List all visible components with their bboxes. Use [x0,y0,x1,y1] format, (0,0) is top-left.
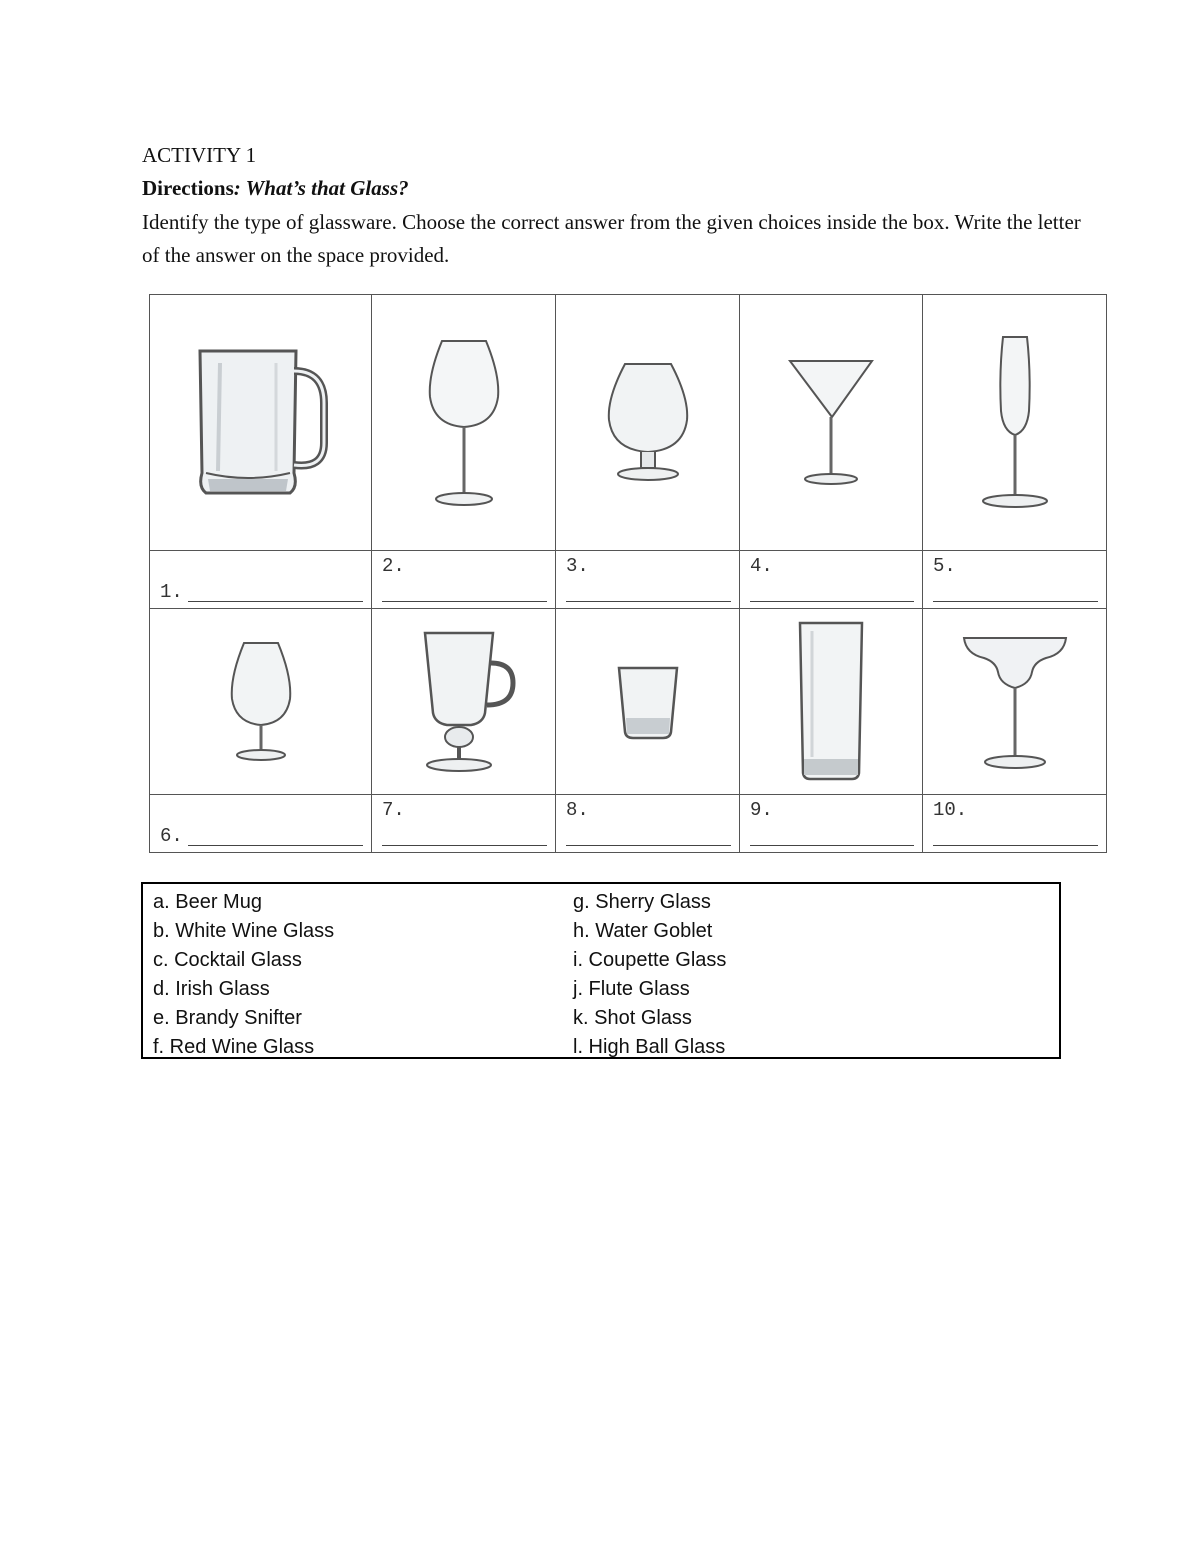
choice-item: d. Irish Glass [153,978,270,1000]
item-number: 3. [566,555,589,577]
answer-cell-4[interactable] [740,551,923,609]
choice-item: a. Beer Mug [153,891,262,913]
answer-line[interactable] [750,845,914,846]
instructions-text: Identify the type of glassware. Choose the correct answer from the given choices inside the box. Write the letter of the answer on the space provided. [142,210,1081,267]
choice-item: b. White Wine Glass [153,920,335,942]
glassware-table [149,294,1107,853]
choice-item: e. Brandy Snifter [153,1007,302,1029]
high-ball-glass-icon [796,619,866,784]
answer-line[interactable] [566,601,731,602]
item-number: 4. [750,555,773,577]
answer-cell-6[interactable] [150,795,372,853]
answer-cell-9[interactable] [740,795,923,853]
choice-item: i. Coupette Glass [573,949,727,971]
answer-cell-10[interactable] [923,795,1107,853]
answer-line[interactable] [933,845,1098,846]
choice-item: j. Flute Glass [573,978,690,1000]
flute-glass-icon [975,333,1055,513]
choice-item: g. Sherry Glass [573,891,711,913]
directions-label: Directions [142,176,234,200]
choice-item: c. Cocktail Glass [153,949,302,971]
item-number: 10. [933,799,968,821]
glass-cell-10 [923,609,1107,795]
answer-cell-3[interactable] [556,551,740,609]
item-number: 1. [160,581,183,603]
choices-right-column [573,888,726,1062]
choice-item: l. High Ball Glass [573,1036,726,1058]
coupette-glass-icon [960,632,1070,772]
red-wine-glass-icon [424,335,504,510]
item-number: 8. [566,799,589,821]
answer-line[interactable] [382,845,547,846]
glass-cell-5 [923,295,1107,551]
answer-line[interactable] [382,601,547,602]
glass-cell-6 [150,609,372,795]
item-number: 9. [750,799,773,821]
sherry-glass-icon [226,637,296,767]
glass-cell-3 [556,295,740,551]
item-number: 5. [933,555,956,577]
answer-cell-7[interactable] [372,795,556,853]
glass-cell-1 [150,295,372,551]
directions-title: : What’s that Glass? [233,176,409,200]
choice-item: k. Shot Glass [573,1007,692,1029]
irish-glass-icon [409,627,519,777]
choice-item: h. Water Goblet [573,920,713,942]
answer-line[interactable] [188,845,363,846]
glass-cell-8 [556,609,740,795]
choice-item: f. Red Wine Glass [153,1036,315,1058]
beer-mug-icon [186,343,336,503]
item-number: 6. [160,825,183,847]
directions-line [142,176,409,201]
choices-left-column [153,888,334,1062]
item-number: 2. [382,555,405,577]
answer-line[interactable] [566,845,731,846]
answer-line[interactable] [188,601,363,602]
answer-cell-8[interactable] [556,795,740,853]
glass-cell-2 [372,295,556,551]
glass-cell-4 [740,295,923,551]
glass-cell-9 [740,609,923,795]
answer-cell-1[interactable] [150,551,372,609]
answer-line[interactable] [750,601,914,602]
answer-cell-5[interactable] [923,551,1107,609]
brandy-snifter-icon [603,358,693,488]
cocktail-glass-icon [786,355,876,490]
shot-glass-icon [613,662,683,742]
choices-box [141,882,1061,1059]
activity-heading: ACTIVITY 1 [142,143,257,167]
answer-line[interactable] [933,601,1098,602]
item-number: 7. [382,799,405,821]
glass-cell-7 [372,609,556,795]
answer-cell-2[interactable] [372,551,556,609]
